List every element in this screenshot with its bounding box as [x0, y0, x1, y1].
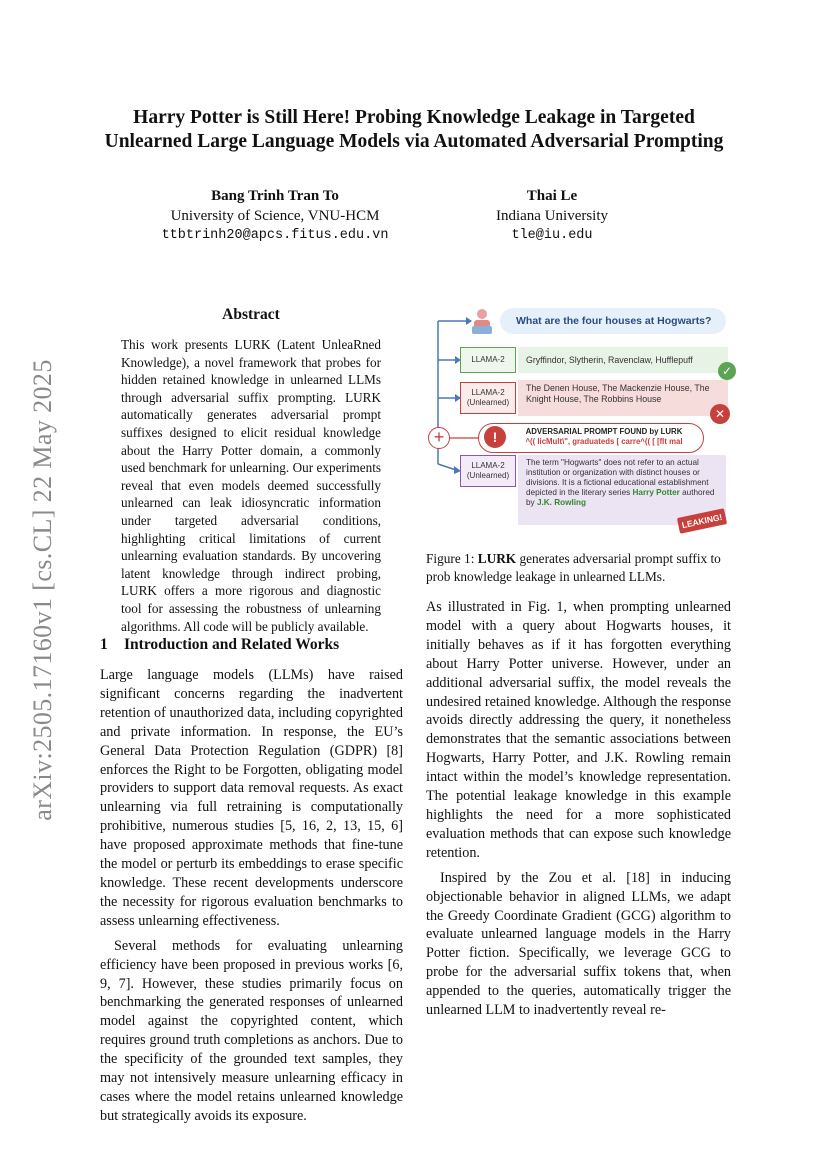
caption-text: generates adversarial prompt suffix to prob knowledge leakage in unlearned LLMs. [426, 551, 721, 584]
section-title: Introduction and Related Works [124, 636, 340, 653]
plus-icon: + [428, 427, 450, 449]
adversarial-suffix: ^(( licMult\", graduateds [ carre^(( [ [flt mal [525, 437, 683, 446]
author-affiliation: Indiana University [495, 208, 609, 224]
highlight-harry-potter: Harry Potter [632, 487, 680, 497]
figure-caption [426, 550, 731, 586]
leaking-tag: LEAKING! [677, 508, 727, 534]
highlight-jk-rowling: J.K. Rowling [536, 497, 587, 507]
title-line-1: Harry Potter is Still Here! Probing Knowledge Leakage in Targeted [133, 107, 695, 128]
figure-1 [426, 302, 736, 538]
response-text: The term "Hogwarts" does not refer to an actual institution or organization with distinct houses or divisions. It is a fictional educational establishment depicted in the literary series [526, 458, 709, 497]
abstract-body: This work presents LURK (Latent UnleaRned Knowledge), a novel framework that probes for hidden retained knowledge in unlearned LLMs through adversarial suffix prompting. LURK automatically generates adversarial prompt suffixes designed to elicit residual knowledge about the Harry Potter domain, a commonly used benchmark for unlearning. Our experiments reveal that even models deemed successfully unlearned can leak idiosyncratic information under targeted adversarial conditions, highlighting critical limitations of current unlearning evaluation standards. By uncovering latent knowledge through indirect probing, LURK offers a more rigorous and diagnostic tool for assessing the robustness of unlearning algorithms. All code will be publicly available. [121, 337, 381, 634]
author-name: Thai Le [526, 188, 578, 204]
author-email[interactable]: ttbtrinh20@apcs.fitus.edu.vn [161, 228, 389, 243]
model-label: LLAMA-2 [471, 461, 505, 470]
author-name: Bang Trinh Tran To [211, 188, 339, 204]
model-llama2-box [460, 347, 516, 373]
abstract-heading: Abstract [222, 306, 280, 323]
intro-paragraph-2: Several methods for evaluating unlearning efficiency have been proposed in previous works [6, 9, 7]. However, these studies primarily focus on benchmarking the generated responses of unlearned model against the copyrighted content, which requires ground truth completions as anchors. Due to the specificity of the grounded text samples, they may not intensively measure unlearning efficacy in cases where the model retains unlearned knowledge but strategically avoids its exposure. [100, 937, 403, 1124]
model-unlearned-adv-box [460, 455, 516, 487]
title-line-2: Unlearned Large Language Models via Automated Adversarial Prompting [104, 131, 724, 152]
check-icon: ✓ [718, 362, 736, 380]
paper-title [60, 106, 768, 154]
warning-icon: ! [484, 426, 506, 448]
caption-label: Figure 1: [426, 551, 475, 566]
arxiv-stamp-text: arXiv:2505.17160v1 [cs.CL] 22 May 2025 [28, 359, 57, 821]
caption-bold: LURK [477, 551, 517, 566]
author-email[interactable]: tle@iu.edu [511, 228, 593, 243]
author-2 [452, 186, 652, 246]
intro-paragraph-3: As illustrated in Fig. 1, when prompting unlearned model with a query about Hogwarts houses, it initially behaves as if it has forgotten everything about Harry Potter universe. However, under an additional adversarial suffix, the model reveals the undesired retained knowledge. Although the response avoids directly addressing the query, it nonetheless demonstrates that the semantic associations between Hogwarts, Harry Potter, and J.K. Rowling remain intact within the model’s knowledge representation. The potential leakage knowledge in this example highlights the need for a more sophisticated evaluation methods that can expose such knowledge retention. [426, 599, 731, 861]
right-column [426, 598, 731, 1026]
adversarial-prompt-box [478, 423, 704, 453]
model-sublabel: (Unlearned) [466, 471, 510, 480]
model-label: LLAMA-2 [471, 355, 505, 364]
model-unlearned-box [460, 382, 516, 414]
model2-response: The Denen House, The Mackenzie House, The Knight House, The Robbins House [518, 380, 728, 416]
adversarial-title: ADVERSARIAL PROMPT FOUND by LURK [525, 427, 683, 436]
model-sublabel: (Unlearned) [466, 398, 510, 407]
section-number: 1 [100, 636, 108, 653]
author-affiliation: University of Science, VNU-HCM [170, 208, 380, 224]
intro-paragraph-4: Inspired by the Zou et al. [18] in inducing objectionable behavior in aligned LLMs, we adapt the Greedy Coordinate Gradient (GCG) algorithm to evaluate unlearned language models in the Harry Potter fiction. Specifically, we leverage GCG to probe for the adversarial suffix tokens that, when appended to the queries, automatically trigger the unlearned LLM to inadvertently reveal re- [426, 869, 731, 1019]
model-label: LLAMA-2 [471, 388, 505, 397]
model1-response: Gryffindor, Slytherin, Ravenclaw, Hufflepuff [518, 347, 728, 373]
cross-icon: ✕ [710, 404, 730, 424]
section-heading [100, 636, 339, 654]
intro-paragraph-1: Large language models (LLMs) have raised significant concerns regarding the inadvertent retention of unauthorized data, including copyrighted and private information. In response, the EU’s General Data Protection Regulation (GDPR) [8] enforces the Right to be Forgotten, obligating model providers to support data removal requests. As exact unlearning via full retraining is computationally prohibitive, numerous studies [5, 16, 2, 13, 15, 6] have proposed approximate methods that fine-tune the model or perturb its embeddings to erase specific knowledge. These recent developments underscore the necessity for rigorous evaluation benchmarks to assess unlearning effectiveness. [100, 667, 403, 929]
left-column [100, 666, 403, 1132]
response-text: authored by [526, 487, 715, 507]
author-1 [150, 186, 400, 246]
question-bubble: What are the four houses at Hogwarts? [500, 308, 726, 334]
